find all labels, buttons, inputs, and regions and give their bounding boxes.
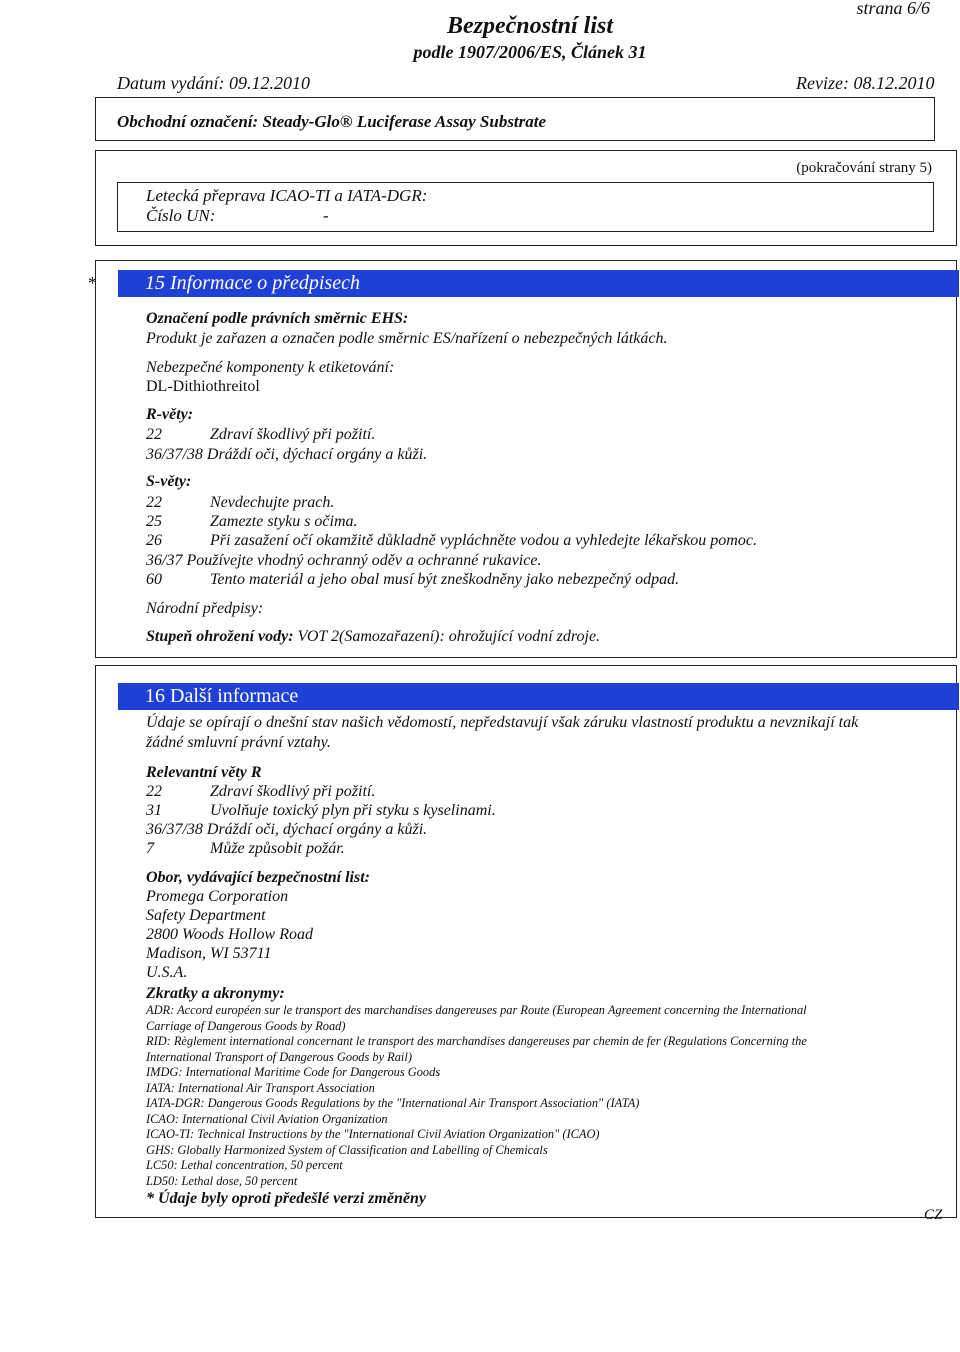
abbreviation-line: LC50: Lethal concentration, 50 percent: [146, 1158, 343, 1172]
abbreviation-line: Carriage of Dangerous Goods by Road): [146, 1018, 346, 1033]
s-phrase-item: 22 Nevdechujte prach.: [146, 494, 335, 511]
components-label: Nebezpečné komponenty k etiketování:: [146, 359, 395, 376]
issuer-label: Obor, vydávající bezpečnostní list:: [146, 869, 370, 886]
water-hazard: Stupeň ohrožení vody: VOT 2(Samozařazení): ohrožující vodní zdroje.: [146, 628, 601, 645]
issuer-line: U.S.A.: [146, 964, 188, 981]
abbreviation-line: ICAO-TI: Technical Instructions by the "International Civil Aviation Organization" (ICAO): [146, 1127, 600, 1141]
s-phrase-item: 25 Zamezte styku s očima.: [146, 513, 358, 530]
national-regulations-label: Národní předpisy:: [146, 600, 264, 617]
issue-date: Datum vydání: 09.12.2010: [117, 73, 310, 93]
s-phrase-item: 60 Tento materiál a jeho obal musí být zneškodněny jako nebezpečný odpad.: [146, 571, 680, 588]
ehs-text: Produkt je zařazen a označen podle směrnic ES/nařízení o nebezpečných látkách.: [146, 330, 668, 347]
relevant-r-label: Relevantní věty R: [146, 764, 262, 781]
language-code: CZ: [924, 1207, 943, 1223]
abbreviation-line: ICAO: International Civil Aviation Organization: [146, 1111, 388, 1126]
section15-title: 15 Informace o předpisech: [118, 270, 959, 297]
relevant-r-item: 7 Může způsobit požár.: [146, 840, 345, 857]
disclaimer-line1: Údaje se opírají o dnešní stav našich vědomostí, nepředstavují však záruku vlastností produktu a nevznikají tak: [146, 714, 859, 731]
abbreviation-line: RID: Règlement international concernant le transport des marchandises dangereuses par chemin de fer (Regulations Concerning the: [146, 1034, 807, 1048]
disclaimer-line2: žádné smluvní právní vztahy.: [146, 734, 331, 751]
ehs-label: Označení podle právních směrnic EHS:: [146, 310, 409, 327]
relevant-r-item: 31 Uvolňuje toxický plyn při styku s kyselinami.: [146, 802, 496, 819]
r-phrase-item: 22 Zdraví škodlivý při požití.: [146, 426, 376, 443]
s-phrase-item: 36/37 Používejte vhodný ochranný oděv a ochranné rukavice.: [146, 552, 542, 569]
un-number-value: -: [323, 206, 329, 225]
s-phrase-item: 26 Při zasažení očí okamžitě důkladně vypláchněte vodou a vyhledejte lékařskou pomoc.: [146, 532, 757, 549]
document-title: Bezpečnostní list: [446, 13, 614, 39]
component-name: DL-Dithiothreitol: [146, 378, 260, 395]
abbreviation-line: ADR: Accord européen sur le transport des marchandises dangereuses par Route (European Agreement concerning the International: [146, 1003, 807, 1017]
issuer-line: 2800 Woods Hollow Road: [146, 926, 313, 943]
changed-marker: *: [88, 273, 97, 293]
relevant-r-item: 22 Zdraví škodlivý při požití.: [146, 783, 376, 800]
revision-date: Revize: 08.12.2010: [796, 73, 935, 93]
abbreviations-label: Zkratky a akronymy:: [146, 985, 285, 1002]
r-phrase-item: 36/37/38 Dráždí oči, dýchací orgány a kůži.: [146, 446, 428, 463]
s-phrases-label: S-věty:: [146, 473, 192, 490]
r-phrases-label: R-věty:: [146, 406, 194, 423]
abbreviation-line: IMDG: International Maritime Code for Dangerous Goods: [146, 1065, 441, 1079]
page-number: strana 6/6: [856, 0, 930, 18]
issuer-line: Promega Corporation: [146, 888, 289, 905]
un-number-label: Číslo UN:: [146, 206, 216, 225]
relevant-r-item: 36/37/38 Dráždí oči, dýchací orgány a kůži.: [146, 821, 428, 838]
continuation-note: (pokračování strany 5): [796, 160, 932, 176]
air-transport-label: Letecká přeprava ICAO-TI a IATA-DGR:: [146, 186, 428, 205]
issuer-line: Madison, WI 53711: [146, 945, 272, 962]
abbreviation-line: International Transport of Dangerous Goods by Rail): [146, 1049, 412, 1064]
section16-title: 16 Další informace: [118, 683, 959, 710]
issuer-line: Safety Department: [146, 907, 266, 924]
abbreviation-line: IATA: International Air Transport Association: [146, 1080, 375, 1095]
document-subtitle: podle 1907/2006/ES, Článek 31: [413, 42, 647, 62]
trade-name: Obchodní označení: Steady-Glo® Luciferase Assay Substrate: [117, 112, 547, 131]
abbreviation-line: GHS: Globally Harmonized System of Classification and Labelling of Chemicals: [146, 1142, 548, 1157]
changed-data-note: * Údaje byly oproti předešlé verzi změněny: [146, 1190, 426, 1207]
abbreviation-line: IATA-DGR: Dangerous Goods Regulations by the "International Air Transport Association" (IATA): [146, 1096, 640, 1110]
abbreviation-line: LD50: Lethal dose, 50 percent: [146, 1173, 298, 1188]
